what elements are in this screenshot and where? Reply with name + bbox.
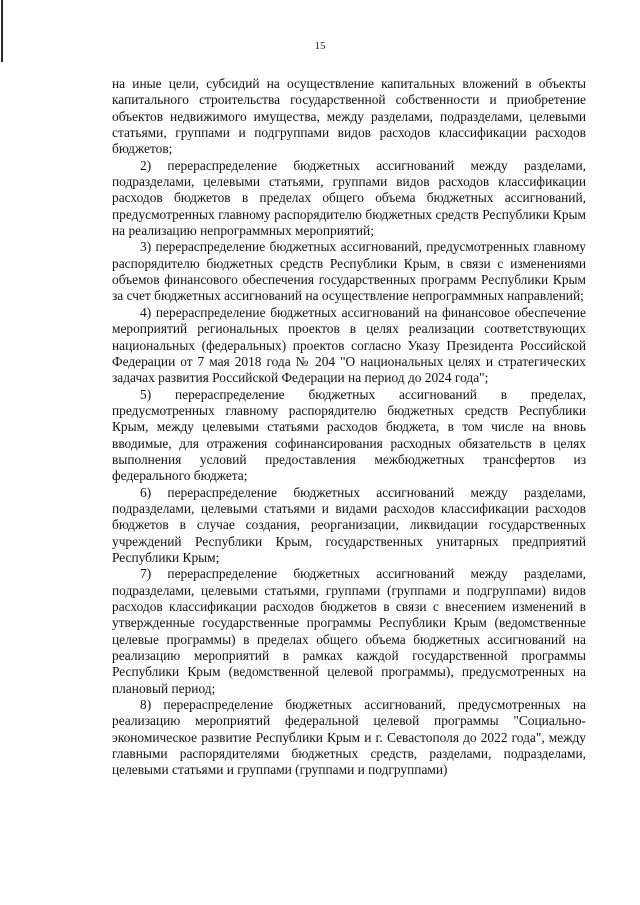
paragraph-item-3: 3) перераспределение бюджетных ассигнований, предусмотренных главному распорядителю бюджетных средств Республики Крым, в связи с изменениями объемов финансового обеспечения государственных программ Республики Крым за счет бюджетных ассигнований на осуществление непрограммных направлений; [112,239,586,304]
paragraph-item-5: 5) перераспределение бюджетных ассигнований в пределах, предусмотренных главному распорядителю бюджетных средств Республики Крым, между целевыми статьями расходов бюджета, в том числе на вновь вводимые, для отражения софинансирования расходных обязательств в целях выполнения условий предоставления межбюджетных трансфертов из федерального бюджета; [112,386,586,484]
scan-edge-mark [1,0,3,62]
page-number: 15 [314,40,326,52]
paragraph-item-4: 4) перераспределение бюджетных ассигнований на финансовое обеспечение мероприятий региональных проектов в целях реализации соответствующих национальных (федеральных) проектов согласно Указу Президента Российской Федерации от 7 мая 2018 года № 204 "О национальных целях и стратегических задачах развития Российской Федерации на период до 2024 года"; [112,304,586,386]
document-body [112,76,586,779]
paragraph-item-6: 6) перераспределение бюджетных ассигнований между разделами, подразделами, целевыми статьями и видами расходов классификации расходов бюджетов в случае создания, реорганизации, ликвидации государственных учреждений Республики Крым, государственных унитарных предприятий Республики Крым; [112,484,586,565]
paragraph-item-8: 8) перераспределение бюджетных ассигнований, предусмотренных на реализацию мероприятий федеральной целевой программы "Социально-экономическое развитие Республики Крым и г. Севастополя до 2022 года", между главными распорядителями бюджетных средств, разделами, подразделами, целевыми статьями и группами (группами и подгруппами) [112,697,586,778]
paragraph-continuation: на иные цели, субсидий на осуществление капитальных вложений в объекты капитального строительства государственной собственности и приобретение объектов недвижимого имущества, между разделами, подразделами, целевыми статьями, группами и подгруппами видов расходов классификации расходов бюджетов; [112,76,586,157]
paragraph-item-7: 7) перераспределение бюджетных ассигнований между разделами, подразделами, целевыми статьями, группами (группами и подгруппами) видов расходов классификации расходов бюджетов в связи с внесением изменений в утвержденные государственные программы Республики Крым (ведомственные целевые программы) в пределах общего объема бюджетных ассигнований на реализацию мероприятий в рамках каждой государственной программы Республики Крым (ведомственной целевой программы), предусмотренных на плановый период; [112,566,586,696]
paragraph-item-2: 2) перераспределение бюджетных ассигнований между разделами, подразделами, целевыми статьями, группами видов расходов классификации расходов бюджетов в пределах общего объема бюджетных ассигнований, предусмотренных главному распорядителю бюджетных средств Республики Крым на реализацию непрограммных мероприятий; [112,157,586,239]
